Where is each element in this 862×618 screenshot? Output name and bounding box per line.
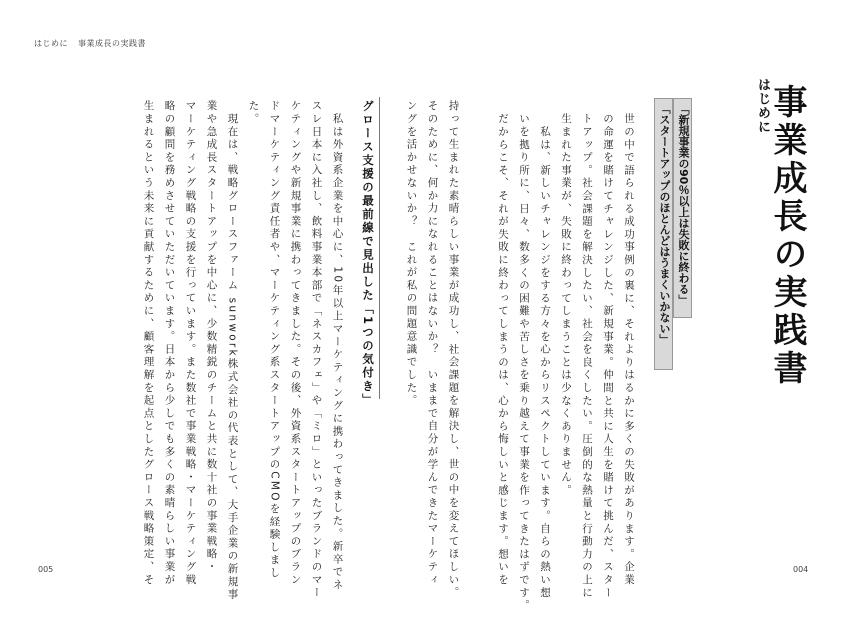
page-number-right: 004 [793,565,809,574]
running-head [34,38,146,49]
body-column: だからこそ、それが失敗に終わってしまうのは、心から悔しいと感じます。想いを [497,113,509,587]
running-head-chapter: はじめに [34,39,68,48]
body-column: 世の中で語られる成功事例の裏に、それよりはるかに多くの失敗があります。企業 [623,113,635,587]
body-column: の命運を賭けてチャレンジした、新規事業。仲間と共に人生を賭けて挑んだ、スター [602,113,614,600]
body-column: 業や急成長スタートアップを中心に、少数精鋭のチームと共に数十社の事業戦略・ [205,100,218,574]
body-column: た。 [247,100,260,126]
body-column: 持って生まれた素晴らしい事業が成功し、社会課題を解決し、世の中を変えてほしい。 [447,100,460,600]
running-head-book-title: 事業成長の実践書 [78,39,146,48]
body-column: ドマーケティング責任者や、マーケティング系スタートアップのCMOを経験しまし [268,100,281,580]
body-column: ングを活かせないか？ これが私の問題意識でした。 [405,100,418,408]
section-heading-rule [379,97,380,399]
page-title: 事業成長の実践書 [767,84,807,388]
body-column: そのために、何か力になれることはないか？ いままで自分が学んできたマーケティ [426,100,439,587]
page-number-left: 005 [38,565,54,574]
headline-quote-1: 「新規事業の90％以上は失敗に終わる」 [673,98,692,318]
body-column: マーケティング戦略の支援を行っています。また数社で事業戦略・マーケティング戦 [184,100,197,587]
body-column: 生まれるという未来に貢献するために、顧客理解を起点としたグロース戦略策定、そ [142,100,155,587]
body-column: 略の顧問を務めさせていただいています。日本から少しでも多くの素晴らしい事業が [163,100,176,587]
body-column: 現在は、戦略グロースファーム sunwork株式会社の代表として、大手企業の新規事 [226,100,239,602]
body-column: 私は、新しいチャレンジをする方々を心からリスペクトしています。自らの熱い想 [539,113,551,600]
body-column: ケティングや新規事業に携わってきました。その後、外資系スタートアップのブラン [289,100,302,587]
body-column: 私は外資系企業を中心に、10年以上マーケティングに携わってきました。新卒でネ [331,100,344,592]
body-column: トアップ。社会課題を解決したい、社会を良くしたい。圧倒的な熱量と行動力の上に [581,113,593,600]
body-column: スレ日本に入社し、飲料事業本部で「ネスカフェ」や「ミロ」といったブランドのマー [310,100,323,600]
body-column: いを拠り所に、日々、数多くの困難や苦しさを乗り越えて事業を作ってきたはずです。 [518,113,530,613]
chapter-label: はじめに [755,78,770,134]
body-column: 生まれた事業が、失敗に終わってしまうことは少なくありません。 [560,113,572,497]
section-heading: グロース支援の最前線で見出した「1つの気付き」 [361,100,375,408]
headline-quote-2: 「スタートアップのほとんどはうまくいかない」 [654,98,673,370]
